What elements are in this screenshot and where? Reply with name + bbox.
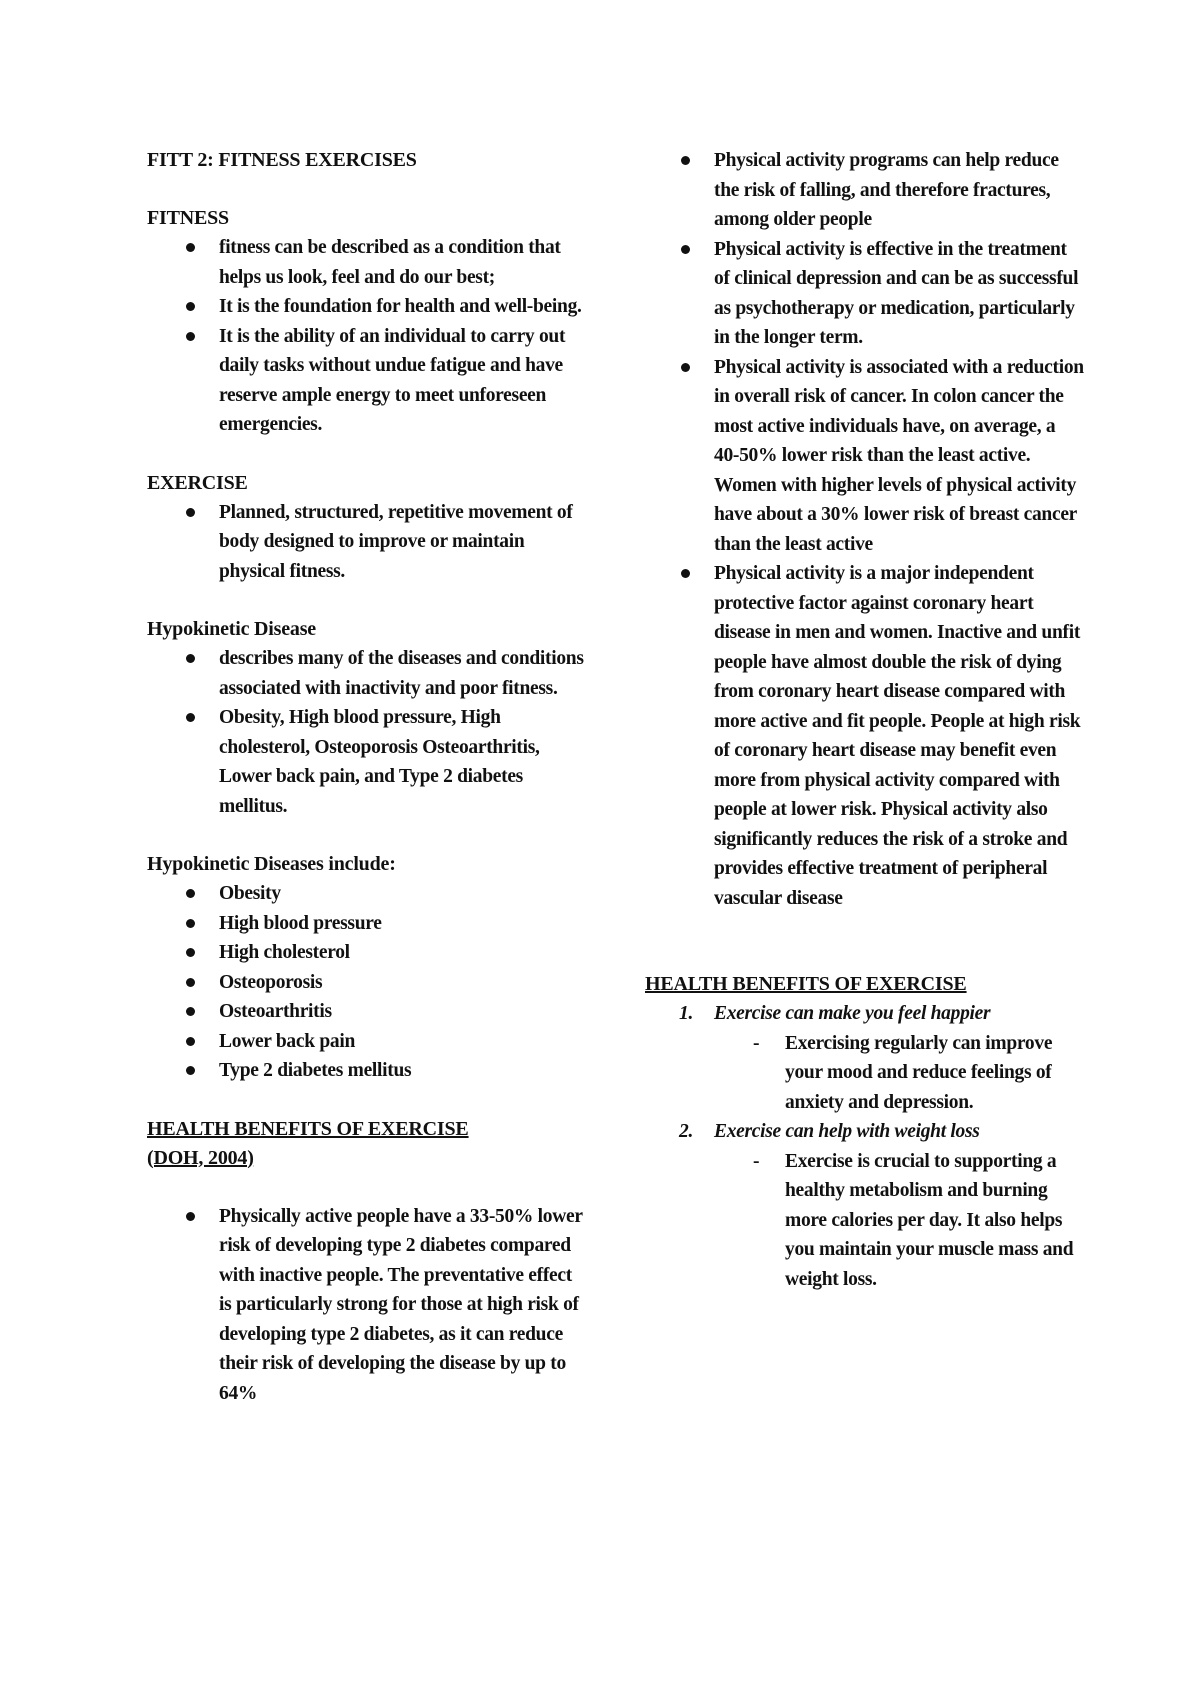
benefit-number: 2. bbox=[679, 1121, 694, 1142]
hypokinetic-disease-heading: Hypokinetic Disease bbox=[147, 618, 316, 640]
benefit-item bbox=[645, 1117, 1085, 1294]
fitness-heading: FITNESS bbox=[147, 207, 229, 229]
exercise-list bbox=[147, 498, 587, 587]
list-item: Obesity bbox=[147, 879, 587, 909]
fitness-list bbox=[147, 233, 587, 440]
health-benefits-doh-list bbox=[147, 1202, 587, 1409]
hypokinetic-disease-list bbox=[147, 644, 587, 821]
health-benefits-doh-continued-list bbox=[645, 146, 1085, 913]
list-item: Lower back pain bbox=[147, 1027, 587, 1057]
list-item: Osteoporosis bbox=[147, 968, 587, 998]
list-item: High cholesterol bbox=[147, 938, 587, 968]
benefit-detail-list bbox=[645, 1147, 1085, 1295]
hypokinetic-include-heading: Hypokinetic Diseases include: bbox=[147, 853, 396, 875]
health-benefits-doh-heading-line1: HEALTH BENEFITS OF EXERCISE bbox=[147, 1117, 469, 1140]
list-item: High blood pressure bbox=[147, 909, 587, 939]
list-item: It is the ability of an individual to carry out daily tasks without undue fatigue and have reserve ample energy to meet unforeseen emergencies. bbox=[147, 322, 587, 440]
health-benefits-list bbox=[645, 999, 1085, 1294]
right-column bbox=[645, 146, 1085, 1294]
benefit-detail: - Exercise is crucial to supporting a healthy metabolism and burning more calories per day. It also helps you maintain your muscle mass and weight loss. bbox=[645, 1147, 1085, 1295]
health-benefits-heading: HEALTH BENEFITS OF EXERCISE bbox=[645, 973, 967, 995]
list-item: Physical activity is effective in the treatment of clinical depression and can be as successful as psychotherapy or medication, particularly in the longer term. bbox=[645, 235, 1085, 353]
benefit-title bbox=[645, 999, 1085, 1029]
list-item: Planned, structured, repetitive movement of body designed to improve or maintain physical fitness. bbox=[147, 498, 587, 587]
benefit-title-text: Exercise can make you feel happier bbox=[714, 1003, 991, 1024]
list-item: Physical activity is associated with a reduction in overall risk of cancer. In colon cancer the most active individuals have, on average, a 40-50% lower risk than the least active. Women with higher levels of physical activity have about a 30% lower risk of breast cancer than the least active bbox=[645, 353, 1085, 560]
hypokinetic-include-list bbox=[147, 879, 587, 1086]
left-column bbox=[147, 146, 587, 1408]
list-item: Type 2 diabetes mellitus bbox=[147, 1056, 587, 1086]
list-item: describes many of the diseases and conditions associated with inactivity and poor fitness. bbox=[147, 644, 587, 703]
list-item: Obesity, High blood pressure, High cholesterol, Osteoporosis Osteoarthritis, Lower back pain, and Type 2 diabetes mellitus. bbox=[147, 703, 587, 821]
list-item: fitness can be described as a condition that helps us look, feel and do our best; bbox=[147, 233, 587, 292]
benefit-title-text: Exercise can help with weight loss bbox=[714, 1121, 980, 1142]
benefit-detail: - Exercising regularly can improve your mood and reduce feelings of anxiety and depression. bbox=[645, 1029, 1085, 1118]
benefit-item bbox=[645, 999, 1085, 1117]
list-item: Physical activity programs can help reduce the risk of falling, and therefore fractures, among older people bbox=[645, 146, 1085, 235]
list-item: It is the foundation for health and well-being. bbox=[147, 292, 587, 322]
benefit-title bbox=[645, 1117, 1085, 1147]
list-item: Physical activity is a major independent protective factor against coronary heart disease in men and women. Inactive and unfit people have almost double the risk of dying from coronary heart disease compared with more active and fit people. People at high risk of coronary heart disease may benefit even more from physical activity compared with people at lower risk. Physical activity also significantly reduces the risk of a stroke and provides effective treatment of peripheral vascular disease bbox=[645, 559, 1085, 913]
exercise-heading: EXERCISE bbox=[147, 471, 248, 494]
document-title: FITT 2: FITNESS EXERCISES bbox=[147, 149, 417, 171]
health-benefits-doh-heading-line2: (DOH, 2004) bbox=[147, 1146, 254, 1169]
list-item: Physically active people have a 33-50% lower risk of developing type 2 diabetes compared with inactive people. The preventative effect is particularly strong for those at high risk of developing type 2 diabetes, as it can reduce their risk of developing the disease by up to 64% bbox=[147, 1202, 587, 1409]
benefit-number: 1. bbox=[679, 1003, 694, 1024]
health-benefits-doh-heading bbox=[147, 1115, 587, 1173]
list-item: Osteoarthritis bbox=[147, 997, 587, 1027]
benefit-detail-list bbox=[645, 1029, 1085, 1118]
